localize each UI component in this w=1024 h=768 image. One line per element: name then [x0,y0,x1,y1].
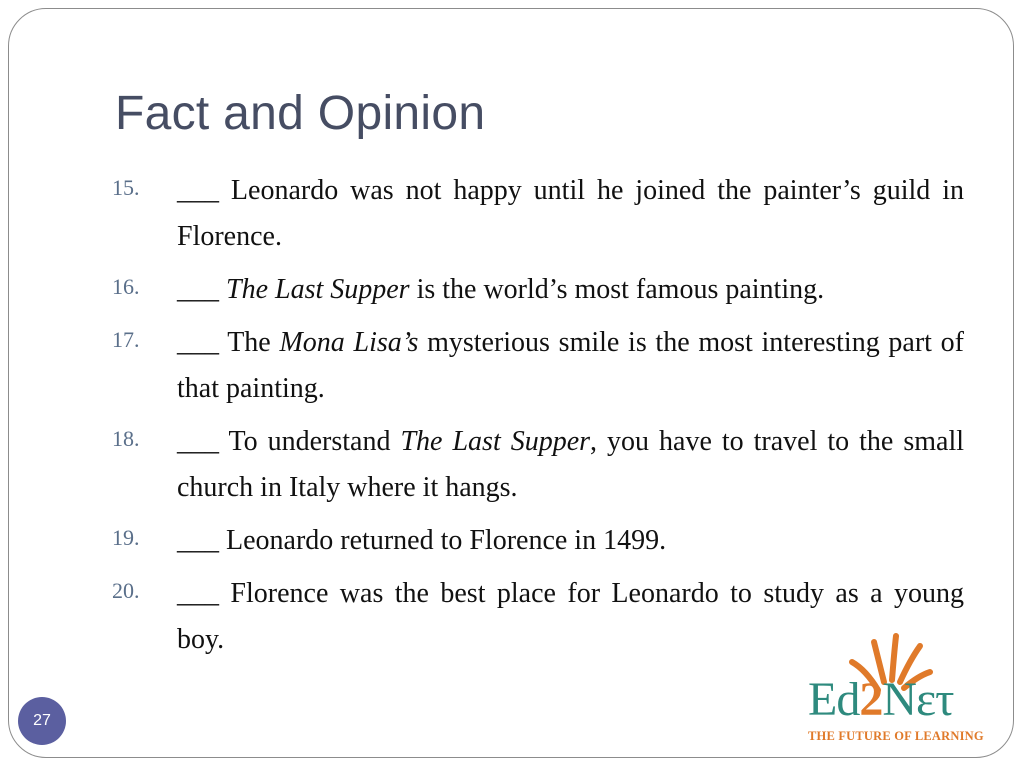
question-item [112,267,964,313]
ed2net-logo [808,632,1008,747]
logo-wordmark: Ed2Nετ [808,673,954,726]
logo-tagline: THE FUTURE OF LEARNING [808,729,984,743]
question-text: ___ To understand The Last Supper, you have to travel to the small church in Italy where it hangs. [177,426,965,503]
slide-title: Fact and Opinion [115,87,486,140]
page-number-badge: 27 [18,697,66,745]
answer-blank: ___ [177,327,219,358]
question-number: 16. [112,274,140,299]
question-number: 19. [112,525,140,550]
question-text: ___ The Last Supper is the world’s most famous painting. [177,274,825,305]
question-number: 17. [112,327,140,352]
answer-blank: ___ [177,274,219,305]
question-text: ___ Florence was the best place for Leonardo to study as a young boy. [177,578,964,655]
answer-blank: ___ [177,426,219,457]
question-text: ___ The Mona Lisa’s mysterious smile is the most interesting part of that painting. [177,327,964,404]
answer-blank: ___ [177,175,219,206]
answer-blank: ___ [177,578,219,609]
question-item [112,518,964,564]
question-list [112,168,964,670]
question-item [112,320,964,412]
answer-blank: ___ [177,525,219,556]
question-text: ___ Leonardo returned to Florence in 1499. [177,525,667,556]
question-number: 18. [112,426,140,451]
question-number: 20. [112,578,140,603]
question-item [112,168,964,260]
question-number: 15. [112,175,140,200]
question-item [112,419,964,511]
question-text: ___ Leonardo was not happy until he joined the painter’s guild in Florence. [177,175,964,252]
